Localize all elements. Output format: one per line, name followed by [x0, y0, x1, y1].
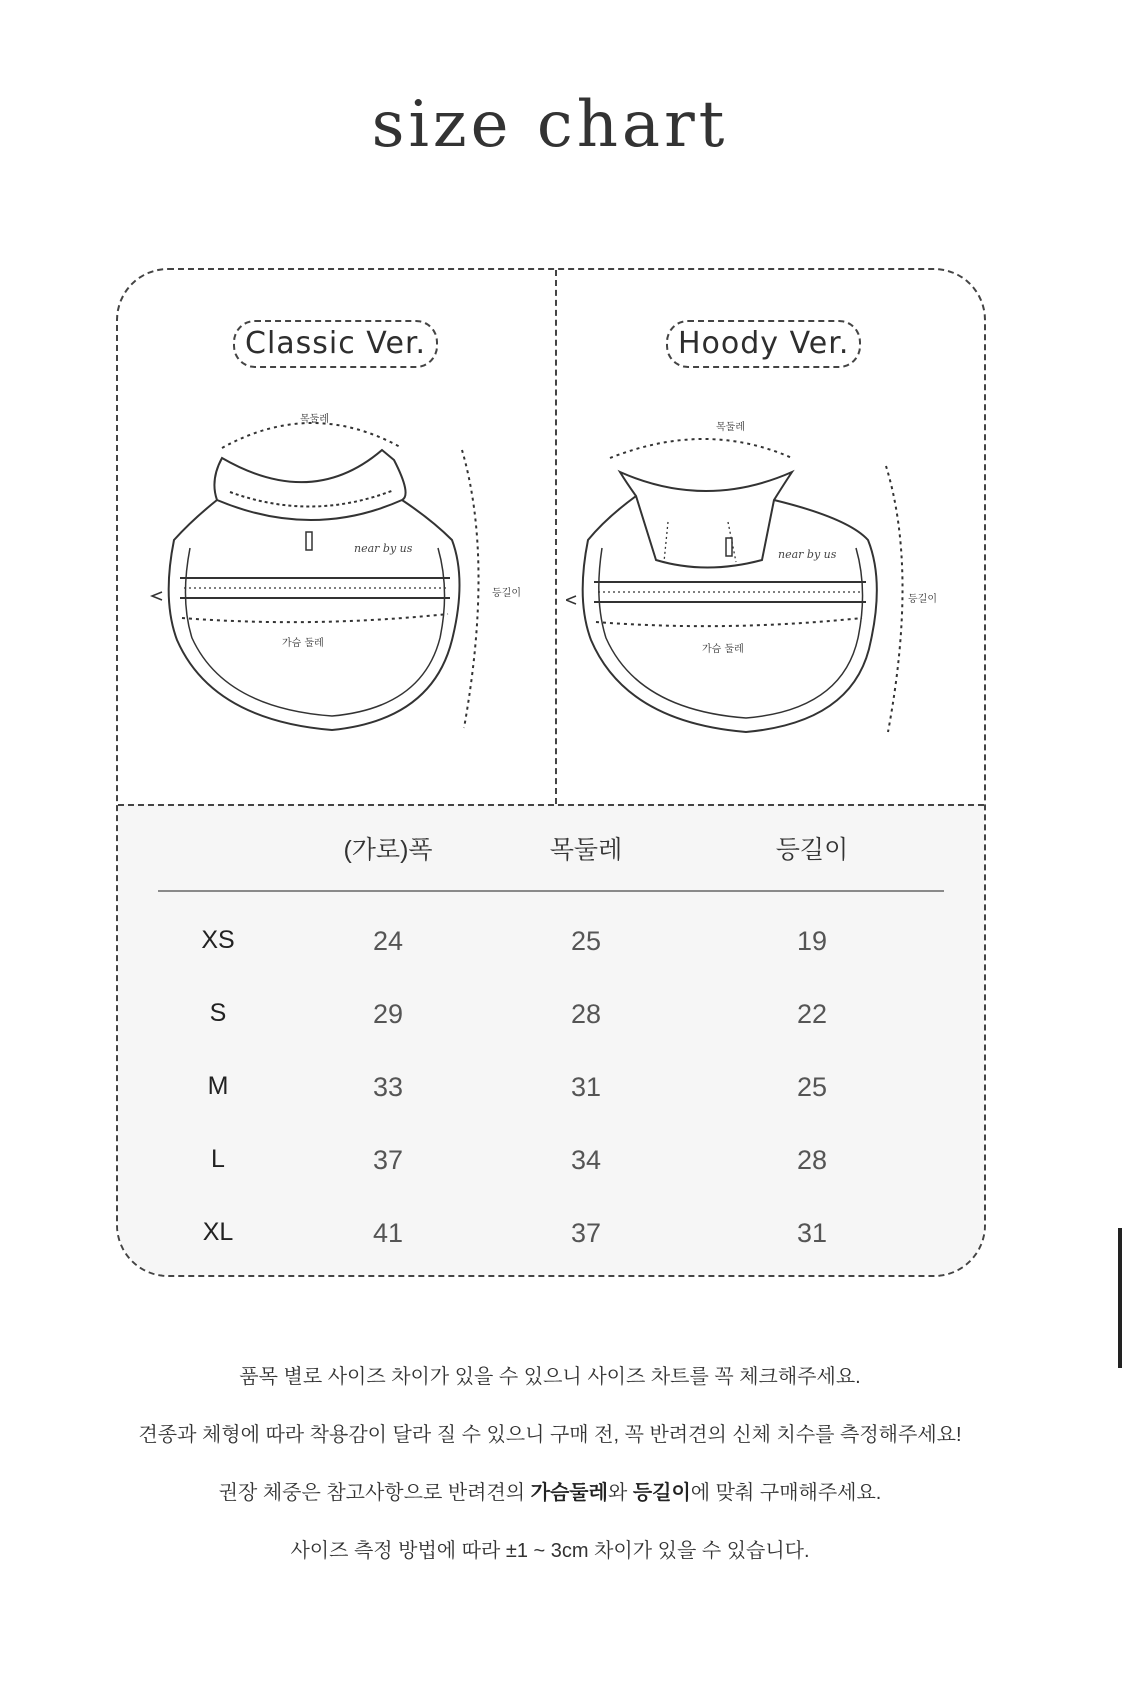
size-label: M: [207, 1072, 229, 1100]
hoody-version-label: Hoody Ver.: [666, 320, 861, 368]
note-line-3-part: 에 맞춰 구매해주세요.: [690, 1482, 882, 1504]
width-value: 37: [372, 1145, 404, 1175]
neck-value: 25: [570, 926, 602, 956]
width-value: 33: [372, 1072, 404, 1102]
version-divider: [555, 270, 557, 804]
size-table-panel: [118, 804, 984, 1277]
size-label: XL: [202, 1218, 234, 1246]
back-value: 19: [796, 926, 828, 956]
neck-value: 31: [570, 1072, 602, 1102]
hoody-chest-label: 가슴 둘레: [702, 644, 744, 655]
size-label: L: [211, 1145, 225, 1173]
note-line-2: 견종과 체형에 따라 착용감이 달라 질 수 있으니 구매 전, 꼭 반려견의 신체 치수를 측정해주세요!: [138, 1424, 962, 1446]
note-line-4: 사이즈 측정 방법에 따라 ±1 ~ 3cm 차이가 있을 수 있습니다.: [290, 1540, 810, 1562]
hoody-neck-label: 목둘레: [716, 422, 745, 433]
hoody-bib-diagram: [566, 400, 986, 790]
note-line-1: 품목 별로 사이즈 차이가 있을 수 있으니 사이즈 차트를 꼭 체크해주세요.: [239, 1366, 861, 1388]
hoody-brand-script: near by us: [778, 548, 837, 561]
header-back: 등길이: [775, 836, 849, 864]
hoody-back-label: 등길이: [908, 594, 937, 605]
page-title: size chart: [371, 88, 729, 162]
classic-bib-diagram: [132, 400, 552, 790]
width-value: 24: [372, 926, 404, 956]
neck-value: 28: [570, 999, 602, 1029]
classic-version-label: Classic Ver.: [233, 320, 438, 368]
neck-value: 37: [570, 1218, 602, 1248]
header-width: (가로)폭: [343, 836, 433, 864]
back-value: 28: [796, 1145, 828, 1175]
size-label: XS: [201, 926, 235, 954]
back-value: 25: [796, 1072, 828, 1102]
back-value: 31: [796, 1218, 828, 1248]
classic-back-label: 등길이: [492, 588, 521, 599]
table-header-rule: [158, 890, 944, 892]
note-line-3: [0, 1476, 1100, 1505]
edge-divider: [1118, 1228, 1122, 1368]
note-line-3-part: 권장 체중은 참고사항으로 반려견의: [218, 1482, 531, 1504]
classic-brand-script: near by us: [354, 542, 413, 555]
header-neck: 목둘레: [549, 836, 623, 864]
classic-neck-label: 목둘레: [300, 414, 329, 425]
size-label: S: [209, 999, 227, 1027]
note-line-3-part: 와: [607, 1482, 633, 1504]
width-value: 41: [372, 1218, 404, 1248]
back-value: 22: [796, 999, 828, 1029]
width-value: 29: [372, 999, 404, 1029]
note-line-3-emphasis-chest: 가슴둘레: [530, 1482, 608, 1504]
note-line-3-emphasis-back: 등길이: [632, 1482, 691, 1504]
classic-chest-label: 가슴 둘레: [282, 638, 324, 649]
size-chart-card: [116, 268, 986, 1277]
neck-value: 34: [570, 1145, 602, 1175]
